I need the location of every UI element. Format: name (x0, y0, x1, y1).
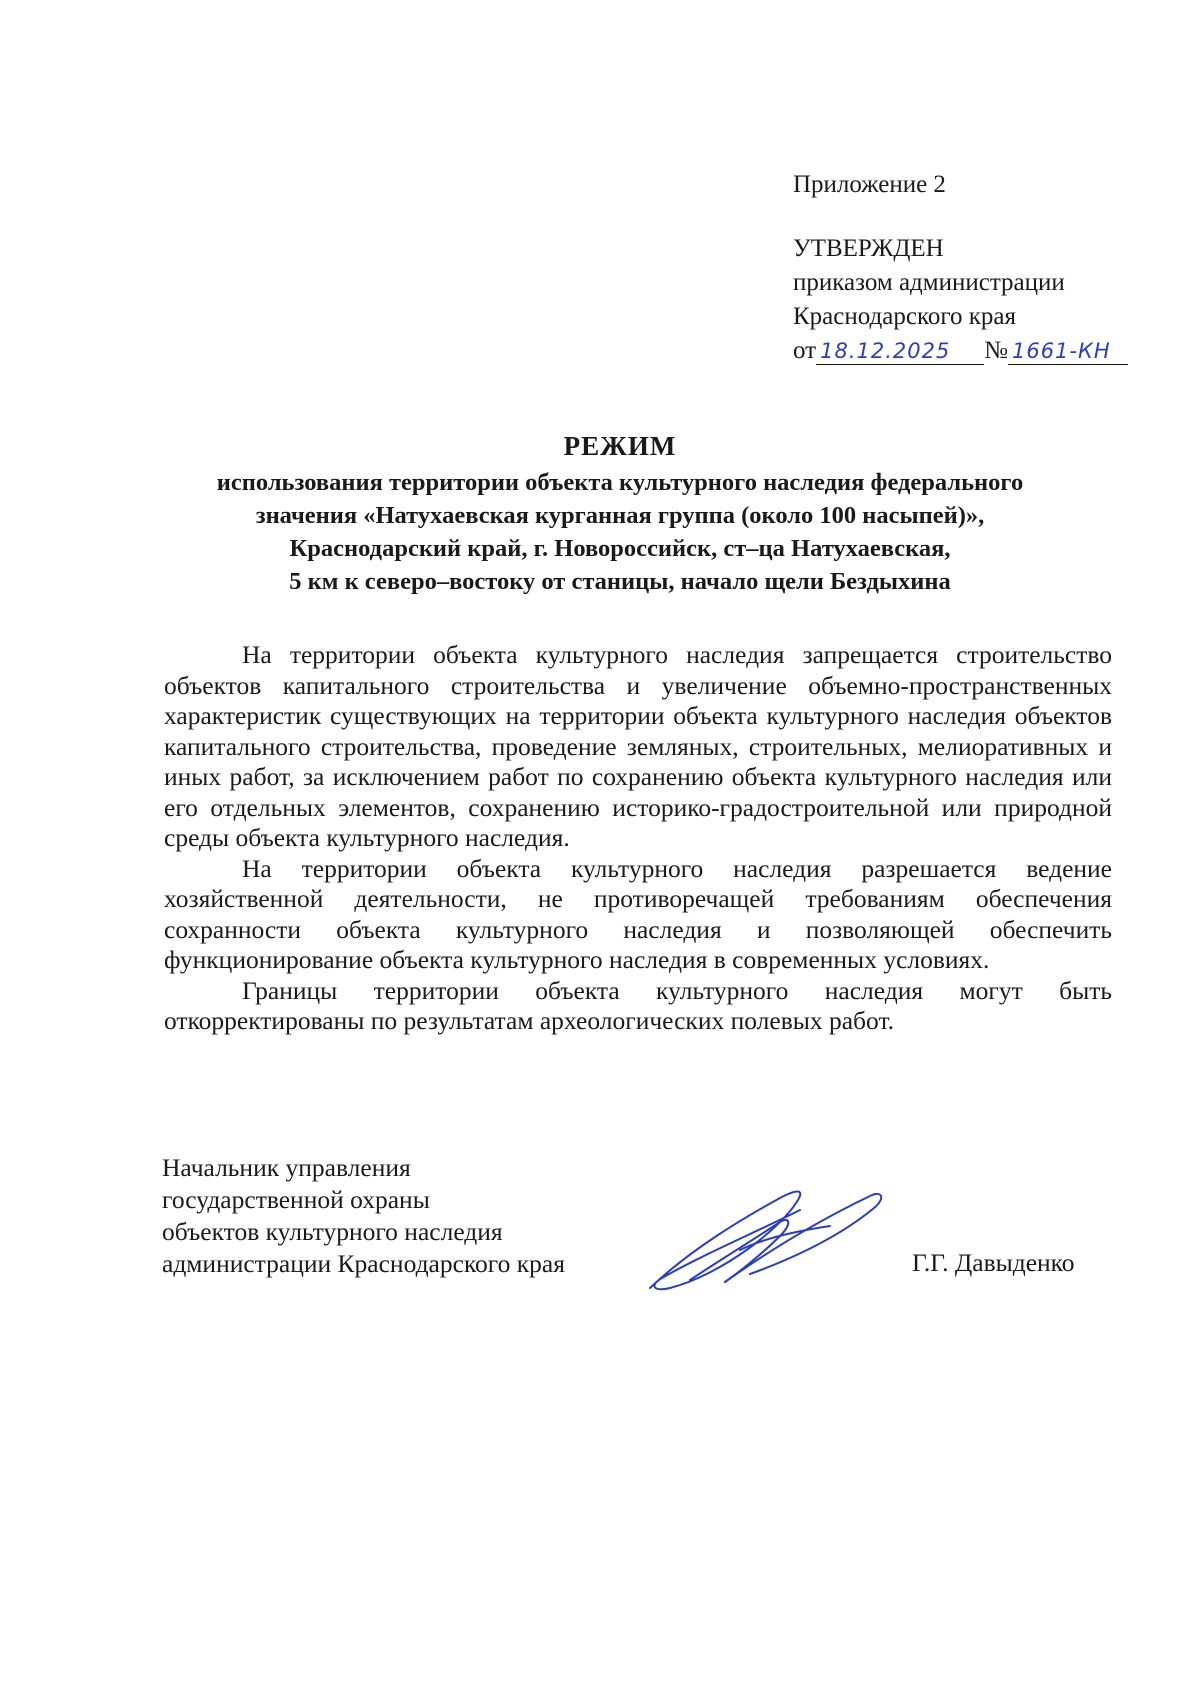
document-subtitle-line-2: значения «Натухаевская курганная группа (около 100 насыпей)», (255, 502, 985, 529)
signatory-position-line: государственной охраны (162, 1185, 430, 1214)
approval-stamp (793, 168, 1128, 368)
handwritten-number: 1661-КН (1008, 338, 1128, 365)
signatory-position-line: объектов культурного наследия (162, 1217, 503, 1246)
document-title-block (150, 428, 1090, 598)
signatory-position (162, 1152, 565, 1280)
document-subtitle-line-4: 5 км к северо–востоку от станицы, начало щели Бездыхина (289, 568, 951, 595)
document-subtitle-line-1: использования территории объекта культурного наследия федерального (216, 469, 1024, 496)
date-prefix: от (793, 337, 817, 364)
handwritten-signature-icon (630, 1180, 890, 1295)
handwritten-date: 18.12.2025 (816, 338, 984, 365)
number-prefix: № (984, 337, 1008, 364)
document-body (164, 640, 1112, 1037)
signatory-name: Г.Г. Давыденко (912, 1248, 1075, 1277)
appendix-label: Приложение 2 (793, 171, 946, 198)
body-paragraph: На территории объекта культурного наследия запрещается строительство объектов капитального строительства и увеличение объемно-пространственных характеристик существующих на территории объекта культурного наследия объектов капитального строительства, проведение земляных, строительных, мелиоративных и иных работ, за исключением работ по сохранению объекта культурного наследия или его отдельных элементов, сохранению историко-градостроительной или природной среды объекта культурного наследия. (164, 640, 1112, 852)
approved-by-line-2: Краснодарского края (793, 303, 1016, 330)
order-date-number-line (793, 334, 1128, 368)
signatory-position-line: администрации Краснодарского края (162, 1249, 565, 1278)
body-paragraph: Границы территории объекта культурного наследия могут быть откорректированы по результатам археологических полевых работ. (164, 975, 1112, 1035)
document-title: РЕЖИМ (563, 431, 677, 461)
document-subtitle-line-3: Краснодарский край, г. Новороссийск, ст–ца Натухаевская, (289, 535, 951, 562)
approved-label: УТВЕРЖДЕН (793, 235, 944, 262)
approved-by-line-1: приказом администрации (793, 269, 1065, 296)
body-paragraph: На территории объекта культурного наследия разрешается ведение хозяйственной деятельности, не противоречащей требованиям обеспечения сохранности объекта культурного наследия и позволяющей обеспечить функционирование объекта культурного наследия в современных условиях. (164, 853, 1112, 974)
signatory-position-line: Начальник управления (162, 1153, 411, 1182)
